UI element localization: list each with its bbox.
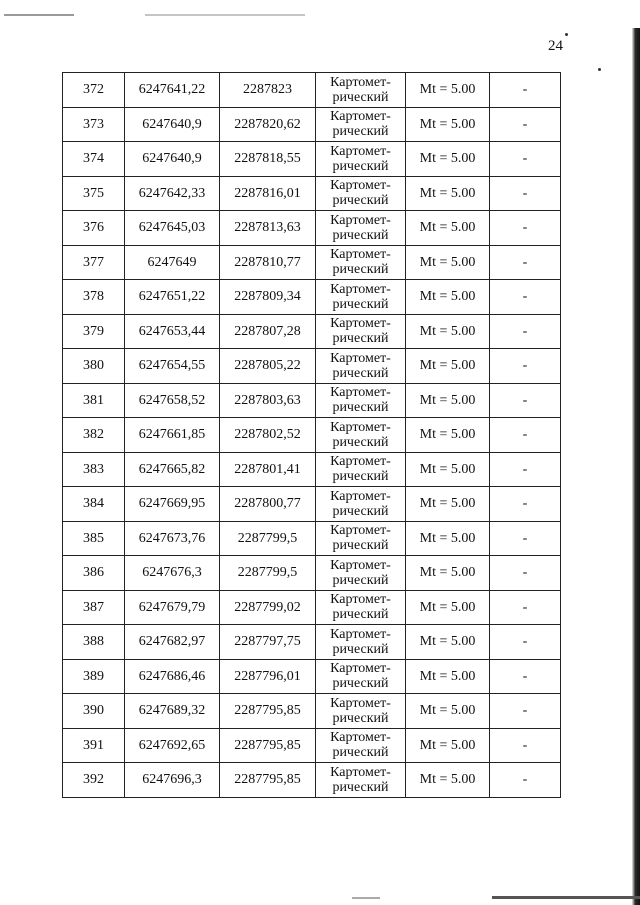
note-cell: -	[490, 452, 561, 487]
coordinates-table-body	[63, 73, 561, 798]
y-coordinate-cell: 2287799,5	[220, 556, 316, 591]
accuracy-cell: Mt = 5.00	[406, 556, 490, 591]
method-line-2: рический	[332, 365, 389, 381]
method-cell	[316, 590, 406, 625]
method-line-1: Картомет-	[330, 626, 391, 642]
method-line-1: Картомет-	[330, 178, 391, 194]
method-line-1: Картомет-	[330, 557, 391, 573]
x-coordinate-cell: 6247640,9	[125, 107, 220, 142]
accuracy-cell: Mt = 5.00	[406, 452, 490, 487]
note-cell: -	[490, 245, 561, 280]
scan-speck	[565, 33, 568, 36]
table-row	[63, 625, 561, 660]
x-coordinate-cell: 6247641,22	[125, 73, 220, 108]
method-line-1: Картомет-	[330, 488, 391, 504]
x-coordinate-cell: 6247640,9	[125, 142, 220, 177]
table-row	[63, 452, 561, 487]
method-cell	[316, 245, 406, 280]
x-coordinate-cell: 6247645,03	[125, 211, 220, 246]
note-cell: -	[490, 349, 561, 384]
table-row	[63, 521, 561, 556]
y-coordinate-cell: 2287810,77	[220, 245, 316, 280]
table-row	[63, 245, 561, 280]
method-line-2: рический	[332, 262, 389, 278]
table-row	[63, 590, 561, 625]
point-number-cell: 375	[63, 176, 125, 211]
y-coordinate-cell: 2287799,02	[220, 590, 316, 625]
note-cell: -	[490, 763, 561, 798]
x-coordinate-cell: 6247679,79	[125, 590, 220, 625]
point-number-cell: 373	[63, 107, 125, 142]
point-number-cell: 378	[63, 280, 125, 315]
method-cell	[316, 728, 406, 763]
point-number-cell: 382	[63, 418, 125, 453]
y-coordinate-cell: 2287818,55	[220, 142, 316, 177]
method-line-1: Картомет-	[330, 109, 391, 125]
accuracy-cell: Mt = 5.00	[406, 625, 490, 660]
method-line-2: рический	[332, 124, 389, 140]
method-cell	[316, 211, 406, 246]
method-line-2: рический	[332, 331, 389, 347]
x-coordinate-cell: 6247669,95	[125, 487, 220, 522]
method-line-2: рический	[332, 89, 389, 105]
note-cell: -	[490, 176, 561, 211]
scan-speck	[598, 68, 601, 71]
method-line-1: Картомет-	[330, 281, 391, 297]
accuracy-cell: Mt = 5.00	[406, 383, 490, 418]
method-cell	[316, 487, 406, 522]
page-number: 24	[548, 38, 563, 54]
x-coordinate-cell: 6247658,52	[125, 383, 220, 418]
method-cell	[316, 694, 406, 729]
note-cell: -	[490, 211, 561, 246]
method-line-1: Картомет-	[330, 661, 391, 677]
method-line-1: Картомет-	[330, 316, 391, 332]
accuracy-cell: Mt = 5.00	[406, 728, 490, 763]
note-cell: -	[490, 107, 561, 142]
accuracy-cell: Mt = 5.00	[406, 176, 490, 211]
method-cell	[316, 763, 406, 798]
y-coordinate-cell: 2287796,01	[220, 659, 316, 694]
y-coordinate-cell: 2287813,63	[220, 211, 316, 246]
accuracy-cell: Mt = 5.00	[406, 280, 490, 315]
method-line-1: Картомет-	[330, 385, 391, 401]
y-coordinate-cell: 2287795,85	[220, 763, 316, 798]
method-line-2: рический	[332, 641, 389, 657]
x-coordinate-cell: 6247682,97	[125, 625, 220, 660]
scan-artifact-top-center	[145, 14, 305, 16]
method-line-2: рический	[332, 503, 389, 519]
point-number-cell: 374	[63, 142, 125, 177]
table-row	[63, 556, 561, 591]
method-line-2: рический	[332, 607, 389, 623]
scan-artifact-bottom-center	[352, 897, 380, 899]
accuracy-cell: Mt = 5.00	[406, 107, 490, 142]
method-line-2: рический	[332, 227, 389, 243]
method-cell	[316, 280, 406, 315]
point-number-cell: 379	[63, 314, 125, 349]
method-cell	[316, 107, 406, 142]
y-coordinate-cell: 2287799,5	[220, 521, 316, 556]
point-number-cell: 380	[63, 349, 125, 384]
accuracy-cell: Mt = 5.00	[406, 73, 490, 108]
method-cell	[316, 314, 406, 349]
accuracy-cell: Mt = 5.00	[406, 418, 490, 453]
point-number-cell: 388	[63, 625, 125, 660]
note-cell: -	[490, 418, 561, 453]
y-coordinate-cell: 2287809,34	[220, 280, 316, 315]
x-coordinate-cell: 6247676,3	[125, 556, 220, 591]
method-line-2: рический	[332, 745, 389, 761]
note-cell: -	[490, 142, 561, 177]
method-cell	[316, 521, 406, 556]
table-row	[63, 383, 561, 418]
method-cell	[316, 142, 406, 177]
point-number-cell: 391	[63, 728, 125, 763]
y-coordinate-cell: 2287797,75	[220, 625, 316, 660]
accuracy-cell: Mt = 5.00	[406, 314, 490, 349]
scan-artifact-bottom-right	[492, 896, 640, 899]
point-number-cell: 372	[63, 73, 125, 108]
method-line-2: рический	[332, 296, 389, 312]
y-coordinate-cell: 2287800,77	[220, 487, 316, 522]
x-coordinate-cell: 6247654,55	[125, 349, 220, 384]
method-line-1: Картомет-	[330, 350, 391, 366]
method-cell	[316, 625, 406, 660]
method-line-1: Картомет-	[330, 419, 391, 435]
method-line-1: Картомет-	[330, 454, 391, 470]
x-coordinate-cell: 6247673,76	[125, 521, 220, 556]
x-coordinate-cell: 6247665,82	[125, 452, 220, 487]
accuracy-cell: Mt = 5.00	[406, 694, 490, 729]
y-coordinate-cell: 2287807,28	[220, 314, 316, 349]
point-number-cell: 385	[63, 521, 125, 556]
table-row	[63, 763, 561, 798]
x-coordinate-cell: 6247689,32	[125, 694, 220, 729]
point-number-cell: 386	[63, 556, 125, 591]
y-coordinate-cell: 2287823	[220, 73, 316, 108]
table-row	[63, 142, 561, 177]
method-line-1: Картомет-	[330, 592, 391, 608]
point-number-cell: 389	[63, 659, 125, 694]
point-number-cell: 377	[63, 245, 125, 280]
note-cell: -	[490, 383, 561, 418]
x-coordinate-cell: 6247642,33	[125, 176, 220, 211]
method-line-1: Картомет-	[330, 143, 391, 159]
method-line-1: Картомет-	[330, 764, 391, 780]
note-cell: -	[490, 73, 561, 108]
y-coordinate-cell: 2287816,01	[220, 176, 316, 211]
accuracy-cell: Mt = 5.00	[406, 763, 490, 798]
note-cell: -	[490, 487, 561, 522]
x-coordinate-cell: 6247651,22	[125, 280, 220, 315]
method-line-1: Картомет-	[330, 74, 391, 90]
scan-edge-shadow	[632, 28, 640, 905]
table-row	[63, 211, 561, 246]
method-line-2: рический	[332, 779, 389, 795]
point-number-cell: 392	[63, 763, 125, 798]
method-line-2: рический	[332, 193, 389, 209]
point-number-cell: 390	[63, 694, 125, 729]
table-row	[63, 176, 561, 211]
table-row	[63, 314, 561, 349]
method-line-2: рический	[332, 469, 389, 485]
point-number-cell: 381	[63, 383, 125, 418]
note-cell: -	[490, 314, 561, 349]
method-line-2: рический	[332, 676, 389, 692]
method-line-2: рический	[332, 710, 389, 726]
note-cell: -	[490, 625, 561, 660]
y-coordinate-cell: 2287802,52	[220, 418, 316, 453]
method-cell	[316, 452, 406, 487]
method-cell	[316, 73, 406, 108]
method-cell	[316, 659, 406, 694]
method-cell	[316, 418, 406, 453]
point-number-cell: 376	[63, 211, 125, 246]
accuracy-cell: Mt = 5.00	[406, 487, 490, 522]
accuracy-cell: Mt = 5.00	[406, 211, 490, 246]
method-line-1: Картомет-	[330, 523, 391, 539]
method-line-2: рический	[332, 400, 389, 416]
method-line-1: Картомет-	[330, 247, 391, 263]
table-row	[63, 280, 561, 315]
x-coordinate-cell: 6247692,65	[125, 728, 220, 763]
note-cell: -	[490, 659, 561, 694]
y-coordinate-cell: 2287803,63	[220, 383, 316, 418]
accuracy-cell: Mt = 5.00	[406, 590, 490, 625]
method-line-2: рический	[332, 538, 389, 554]
accuracy-cell: Mt = 5.00	[406, 349, 490, 384]
method-line-1: Картомет-	[330, 730, 391, 746]
method-line-1: Картомет-	[330, 212, 391, 228]
accuracy-cell: Mt = 5.00	[406, 245, 490, 280]
point-number-cell: 387	[63, 590, 125, 625]
table-row	[63, 487, 561, 522]
method-cell	[316, 383, 406, 418]
table-row	[63, 73, 561, 108]
x-coordinate-cell: 6247686,46	[125, 659, 220, 694]
y-coordinate-cell: 2287795,85	[220, 728, 316, 763]
note-cell: -	[490, 280, 561, 315]
method-cell	[316, 176, 406, 211]
table-row	[63, 728, 561, 763]
y-coordinate-cell: 2287801,41	[220, 452, 316, 487]
accuracy-cell: Mt = 5.00	[406, 142, 490, 177]
note-cell: -	[490, 556, 561, 591]
note-cell: -	[490, 694, 561, 729]
accuracy-cell: Mt = 5.00	[406, 521, 490, 556]
table-row	[63, 659, 561, 694]
x-coordinate-cell: 6247649	[125, 245, 220, 280]
table-row	[63, 694, 561, 729]
table-row	[63, 349, 561, 384]
method-cell	[316, 556, 406, 591]
x-coordinate-cell: 6247653,44	[125, 314, 220, 349]
point-number-cell: 384	[63, 487, 125, 522]
note-cell: -	[490, 590, 561, 625]
y-coordinate-cell: 2287795,85	[220, 694, 316, 729]
accuracy-cell: Mt = 5.00	[406, 659, 490, 694]
method-line-1: Картомет-	[330, 695, 391, 711]
method-line-2: рический	[332, 158, 389, 174]
x-coordinate-cell: 6247696,3	[125, 763, 220, 798]
x-coordinate-cell: 6247661,85	[125, 418, 220, 453]
coordinates-table	[62, 72, 561, 798]
note-cell: -	[490, 521, 561, 556]
method-line-2: рический	[332, 572, 389, 588]
y-coordinate-cell: 2287805,22	[220, 349, 316, 384]
point-number-cell: 383	[63, 452, 125, 487]
table-row	[63, 107, 561, 142]
y-coordinate-cell: 2287820,62	[220, 107, 316, 142]
method-line-2: рический	[332, 434, 389, 450]
note-cell: -	[490, 728, 561, 763]
method-cell	[316, 349, 406, 384]
table-row	[63, 418, 561, 453]
scan-artifact-top-left	[4, 14, 74, 16]
